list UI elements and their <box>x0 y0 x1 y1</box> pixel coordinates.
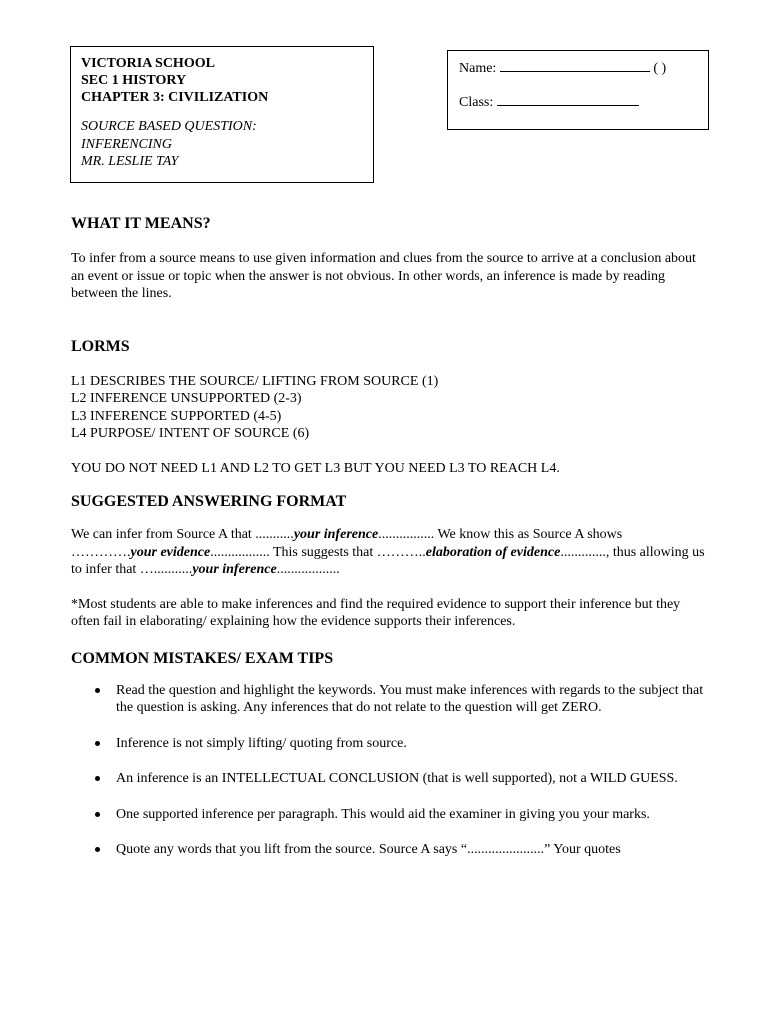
meaning-heading: WHAT IT MEANS? <box>71 215 211 232</box>
format-template <box>71 526 711 579</box>
name-field[interactable] <box>500 59 650 72</box>
format-segment-1: We can infer from Source A that ........... <box>71 527 294 542</box>
tip-item: One supported inference per paragraph. This would aid the examiner in giving you your marks. <box>71 806 711 824</box>
lorm-level-3: L3 INFERENCE SUPPORTED (4-5) <box>71 408 282 424</box>
lorm-level-1: L1 DESCRIBES THE SOURCE/ LIFTING FROM SOURCE (1) <box>71 373 439 389</box>
format-segment-2: ................ We know this as Source A shows …………. <box>71 527 623 560</box>
lorms-note: YOU DO NOT NEED L1 AND L2 TO GET L3 BUT YOU NEED L3 TO REACH L4. <box>71 460 560 476</box>
tip-item: Inference is not simply lifting/ quoting from source. <box>71 735 711 753</box>
meaning-text: To infer from a source means to use given information and clues from the source to arrive at a conclusion about an event or issue or topic when the answer is not obvious. In other words, an inference is made by reading between the lines. <box>71 251 696 301</box>
tip-item: Quote any words that you lift from the source. Source A says “......................” Your quotes <box>71 841 711 859</box>
format-segment-4: ............., thus allowing us to infer that …........... <box>71 544 705 577</box>
tips-list <box>71 682 711 859</box>
format-emphasis-1: your inference <box>293 527 379 542</box>
header-box <box>70 46 374 183</box>
name-label: Name: <box>459 61 497 76</box>
class-label: Class: <box>459 95 494 110</box>
format-heading: SUGGESTED ANSWERING FORMAT <box>71 493 347 510</box>
topic-line-2: INFERENCING <box>81 136 172 152</box>
subject-name: SEC 1 HISTORY <box>81 73 187 88</box>
lorm-level-2: L2 INFERENCE UNSUPPORTED (2-3) <box>71 391 302 406</box>
tips-heading: COMMON MISTAKES/ EXAM TIPS <box>71 649 334 667</box>
chapter-title: CHAPTER 3: CIVILIZATION <box>81 90 269 105</box>
format-segment-5: .................. <box>276 562 340 577</box>
lorms-levels <box>71 373 711 443</box>
student-info-box <box>447 50 709 130</box>
tip-item: Read the question and highlight the keywords. You must make inferences with regards to the subject that the question is asking. Any inferences that do not relate to the question will get ZERO. <box>71 682 711 717</box>
format-note: *Most students are able to make inferences and find the required evidence to support their inference but they often fail in elaborating/ explaining how the evidence supports their inferences. <box>71 596 681 629</box>
lorms-heading: LORMS <box>71 337 130 355</box>
class-field[interactable] <box>497 93 639 106</box>
format-emphasis-4: your inference <box>192 562 277 577</box>
school-name: VICTORIA SCHOOL <box>81 56 215 71</box>
lorm-level-4: L4 PURPOSE/ INTENT OF SOURCE (6) <box>71 426 310 441</box>
register-number-paren: ( ) <box>653 61 667 76</box>
format-emphasis-2: your evidence <box>130 544 211 560</box>
format-emphasis-3: elaboration of evidence <box>425 544 561 560</box>
topic-line-1: SOURCE BASED QUESTION: <box>81 119 257 134</box>
tip-item: An inference is an INTELLECTUAL CONCLUSION (that is well supported), not a WILD GUESS. <box>71 770 711 788</box>
teacher-name: MR. LESLIE TAY <box>81 154 179 169</box>
format-segment-3: ................. This suggests that ……….. <box>210 544 426 560</box>
document-body <box>71 214 711 859</box>
